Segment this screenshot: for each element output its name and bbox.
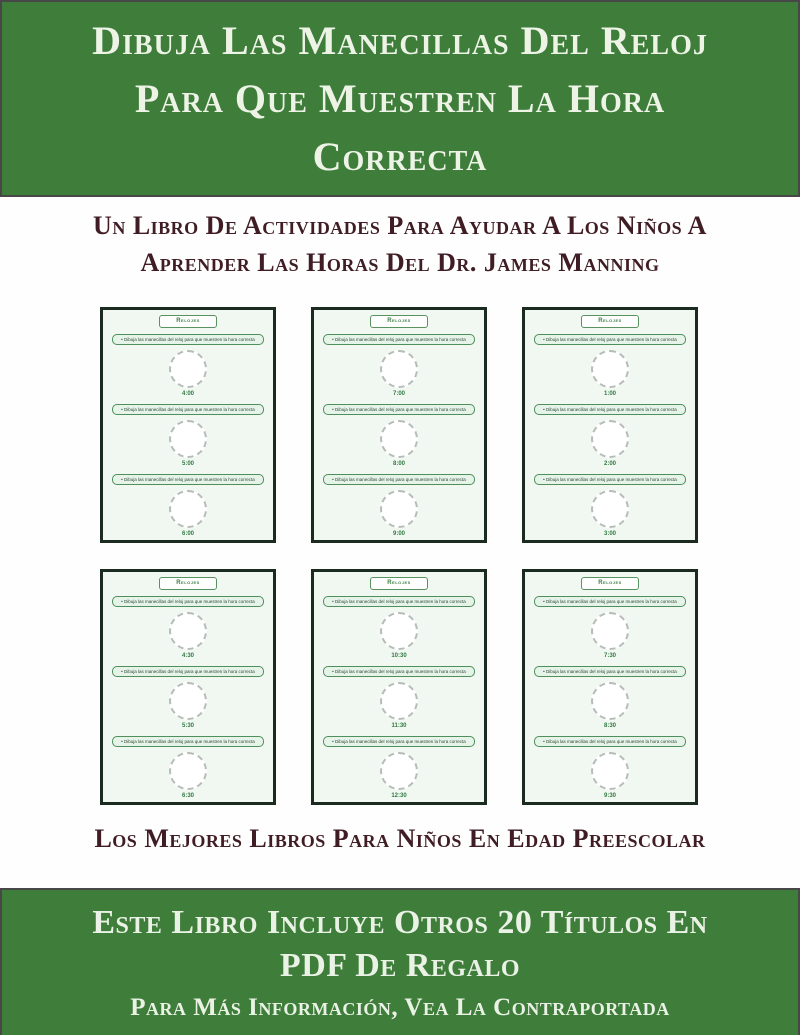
instruction-bar: • Dibuja las manecillas del reloj para que muestren la hora correcta <box>112 666 264 677</box>
time-label: 4:00 <box>181 391 194 397</box>
worksheet-thumbnail <box>100 307 276 543</box>
time-label: 11:30 <box>391 723 407 729</box>
worksheet-thumbnail <box>522 569 698 805</box>
footer-band <box>0 888 800 1035</box>
instruction-bar: • Dibuja las manecillas del reloj para que muestren la hora correcta <box>534 596 686 607</box>
time-label: 1:00 <box>603 391 616 397</box>
time-label: 6:30 <box>181 793 194 799</box>
clock-face <box>169 490 207 528</box>
clock-face <box>169 350 207 388</box>
subtitle <box>0 207 800 281</box>
instruction-bar: • Dibuja las manecillas del reloj para que muestren la hora correcta <box>534 666 686 677</box>
instruction-bar: • Dibuja las manecillas del reloj para que muestren la hora correcta <box>534 474 686 485</box>
instruction-bar: • Dibuja las manecillas del reloj para que muestren la hora correcta <box>534 404 686 415</box>
time-label: 5:00 <box>181 461 194 467</box>
time-label: 7:00 <box>392 391 405 397</box>
instruction-bar: • Dibuja las manecillas del reloj para que muestren la hora correcta <box>534 334 686 345</box>
book-title-line-2: Para Que Muestren La Hora <box>134 75 666 121</box>
instruction-bar: • Dibuja las manecillas del reloj para que muestren la hora correcta <box>112 334 264 345</box>
clock-face <box>591 612 629 650</box>
clock-face <box>380 420 418 458</box>
clock-face <box>380 682 418 720</box>
worksheet-header-badge: Relojes <box>159 577 217 590</box>
time-label: 3:00 <box>603 531 616 537</box>
time-label: 4:30 <box>181 653 194 659</box>
time-label: 10:30 <box>391 653 407 659</box>
instruction-bar: • Dibuja las manecillas del reloj para que muestren la hora correcta <box>534 736 686 747</box>
instruction-bar: • Dibuja las manecillas del reloj para que muestren la hora correcta <box>112 404 264 415</box>
time-label: 8:30 <box>603 723 616 729</box>
worksheet-header-badge: Relojes <box>370 315 428 328</box>
clock-face <box>169 612 207 650</box>
worksheet-thumbnail <box>522 307 698 543</box>
footer-headline-line-2: PDF De Regalo <box>279 947 521 984</box>
book-title-line-3: Correcta <box>312 133 488 179</box>
time-label: 6:00 <box>181 531 194 537</box>
time-label: 7:30 <box>603 653 616 659</box>
subtitle-line-2: Aprender Las Horas Del Dr. James Manning <box>140 248 660 277</box>
worksheet-grid <box>100 307 698 805</box>
worksheet-thumbnail <box>100 569 276 805</box>
time-label: 9:00 <box>392 531 405 537</box>
clock-face <box>591 350 629 388</box>
clock-face <box>380 350 418 388</box>
time-label: 2:00 <box>603 461 616 467</box>
footer-headline-line-1: Este Libro Incluye Otros 20 Títulos En <box>92 904 708 941</box>
clock-face <box>380 752 418 790</box>
subtitle-line-1: Un Libro De Actividades Para Ayudar A Los Niños A <box>93 211 707 240</box>
instruction-bar: • Dibuja las manecillas del reloj para que muestren la hora correcta <box>323 736 475 747</box>
worksheet-header-badge: Relojes <box>370 577 428 590</box>
instruction-bar: • Dibuja las manecillas del reloj para que muestren la hora correcta <box>112 596 264 607</box>
instruction-bar: • Dibuja las manecillas del reloj para que muestren la hora correcta <box>323 666 475 677</box>
clock-face <box>169 420 207 458</box>
instruction-bar: • Dibuja las manecillas del reloj para que muestren la hora correcta <box>323 474 475 485</box>
instruction-bar: • Dibuja las manecillas del reloj para que muestren la hora correcta <box>323 404 475 415</box>
worksheet-thumbnail <box>311 307 487 543</box>
clock-face <box>380 612 418 650</box>
instruction-bar: • Dibuja las manecillas del reloj para que muestren la hora correcta <box>323 596 475 607</box>
clock-face <box>380 490 418 528</box>
clock-face <box>591 682 629 720</box>
instruction-bar: • Dibuja las manecillas del reloj para que muestren la hora correcta <box>323 334 475 345</box>
book-title-line-1: Dibuja Las Manecillas Del Reloj <box>92 17 708 63</box>
clock-face <box>169 752 207 790</box>
instruction-bar: • Dibuja las manecillas del reloj para que muestren la hora correcta <box>112 736 264 747</box>
worksheet-thumbnail <box>311 569 487 805</box>
clock-face <box>591 752 629 790</box>
time-label: 12:30 <box>391 793 407 799</box>
worksheet-header-badge: Relojes <box>581 315 639 328</box>
tagline: Los Mejores Libros Para Niños En Edad Preescolar <box>94 824 706 853</box>
time-label: 9:30 <box>603 793 616 799</box>
instruction-bar: • Dibuja las manecillas del reloj para que muestren la hora correcta <box>112 474 264 485</box>
time-label: 8:00 <box>392 461 405 467</box>
title-band <box>0 0 800 197</box>
footer-note: Para Más Información, Vea La Contraportada <box>130 994 670 1021</box>
worksheet-header-badge: Relojes <box>581 577 639 590</box>
clock-face <box>169 682 207 720</box>
worksheet-header-badge: Relojes <box>159 315 217 328</box>
time-label: 5:30 <box>181 723 194 729</box>
clock-face <box>591 420 629 458</box>
clock-face <box>591 490 629 528</box>
